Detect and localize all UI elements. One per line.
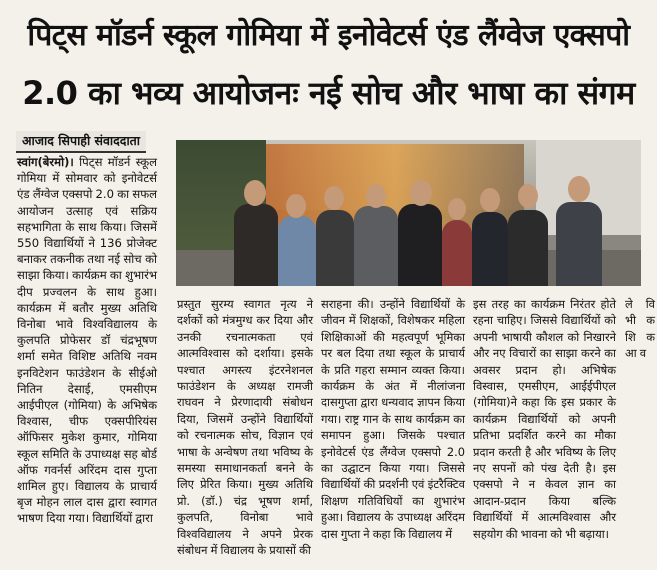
article-column-3: सराहना की। उन्होंने विद्यार्थियों के जीवन में शिक्षकों, विशेषकर महिला शिक्षिकाओं की महत्वपूर्ण भूमिका पर बल दिया तथा स्कूल के प्राचार्य के प्रति गहरा सम्मान व्यक्त किया। कार्यक्रम के अंत में नीलांजना दासगुप्ता द्वारा धन्यवाद ज्ञापन किया गया। राष्ट्र गान के साथ कार्यक्रम का समापन हुआ। जिसके पश्चात इनोवेटर्स एंड लैंग्वेज एक्सपो 2.0 का उद्घाटन किया गया। जिससे विद्यार्थियों की प्रदर्शनी एवं इंटरैक्टिव शिक्षण गतिविधियों का शुभारंभ हुआ। विद्यालय के उपाध्यक्ष अरिंदम दास गुप्ता ने कहा कि विद्यालय में bbox=[321, 297, 465, 541]
event-photo bbox=[176, 140, 641, 286]
dateline-place: स्वांग(बेरमो)। bbox=[17, 155, 74, 169]
person bbox=[234, 204, 278, 286]
person-head bbox=[366, 184, 386, 208]
person bbox=[398, 204, 442, 286]
article-column-1 bbox=[17, 154, 157, 527]
headline-line-2: 2.0 का भव्य आयोजनः नई सोच और भाषा का संगम bbox=[22, 74, 635, 112]
person bbox=[556, 202, 602, 286]
person bbox=[354, 206, 398, 286]
person-head bbox=[244, 180, 266, 206]
person bbox=[508, 210, 548, 286]
article-text: पिट्स मॉडर्न स्कूल गोमिया में सोमवार को इनोवेटर्स एंड लैंग्वेज एक्सपो 2.0 का सफल आयोजन उत्साह एवं सक्रिय सहभागिता के साथ किया। जिसमें 550 विद्यार्थियों ने 136 प्रोजेक्ट बनाकर तकनीक तथा नई सोच को साझा किया। कार्यक्रम का शुभारंभ दीप प्रज्वलन के साथ हुआ। कार्यक्रम में बतौर मुख्य अतिथि विनोबा भावे विश्वविद्यालय के कुलपति प्रोफेसर डॉ चंद्रभूषण शर्मा समेत विशिष्ट अतिथि नवम इनविटेशन फाउंडेशन के सीईओ नितिन देसाई, एमसीएम आईपीएल (गोमिया) के अभिषेक विश्वास, चीफ एक्सपीरियंस ऑफिसर मुकेश कुमार, गोमिया स्कूल समिति के उपाध्यक्ष सह बोर्ड ऑफ गवर्नर्स अरिंदम दास गुप्ता शामिल हुए। विद्यालय के प्राचार्य बृज मोहन लाल दास द्वारा स्वागत भाषण दिया गया। विद्यार्थियों द्वारा bbox=[17, 155, 157, 526]
article-column-4: इस तरह का कार्यक्रम निरंतर होते रहना चाहिए। जिससे विद्यार्थियों को अपनी भाषायी कौशल को निखारने और नए विचारों का साझा करने का अवसर प्रदान हो। अभिषेक विस्वास, एमसीएम, आईईपीएल (गोमिया)ने कहा कि इस प्रकार के कार्यक्रम विद्यार्थियों को अपनी प्रतिभा प्रदर्शित करने का मौका प्रदान करती है और भविष्य के लिए नए सपनों को पंख देती है। इस एक्सपो ने न केवल ज्ञान का आदान-प्रदान किया बल्कि विद्यार्थियों में आत्मविश्वास और सहयोग की भावना को भी बढ़ाया। bbox=[473, 297, 616, 541]
person-head bbox=[410, 180, 432, 206]
person-head bbox=[324, 186, 344, 210]
article-column-5-clipped: ले वि भी क शि क आ व bbox=[625, 297, 655, 361]
person-head bbox=[518, 184, 538, 208]
person bbox=[442, 220, 472, 286]
person-head bbox=[448, 198, 466, 220]
person bbox=[472, 212, 508, 286]
person-head bbox=[480, 188, 500, 212]
person bbox=[278, 216, 316, 286]
person bbox=[316, 210, 354, 286]
headline bbox=[0, 0, 657, 128]
person-head bbox=[286, 194, 306, 218]
person-head bbox=[568, 176, 590, 202]
byline: आजाद सिपाही संवाददाता bbox=[16, 131, 146, 153]
article-column-2: प्रस्तुत सुरम्य स्वागत नृत्य ने दर्शकों को मंत्रमुग्ध कर दिया और उनकी रचनात्मकता एवं आत्मविश्वास को दर्शाया। इसके पश्चात अगस्त्य इंटरनेशनल फाउंडेशन के अध्यक्ष रामजी राघवन ने प्रेरणादायी संबोधन दिया, जिसमें उन्होंने विद्यार्थियों को रचनात्मक सोच, विज्ञान एवं भाषा के अन्वेषण तथा भविष्य के समस्या समाधानकर्ता बनने के लिए प्रेरित किया। मुख्य अतिथि प्रो. (डॉ.) चंद्र भूषण शर्मा, कुलपति, विनोबा भावे विश्वविद्यालय ने अपने प्रेरक संबोधन में विद्यालय के प्रयासों की bbox=[177, 297, 313, 558]
headline-line-1: पिट्स मॉडर्न स्कूल गोमिया में इनोवेटर्स एंड लैंग्वेज एक्सपो bbox=[27, 18, 630, 53]
